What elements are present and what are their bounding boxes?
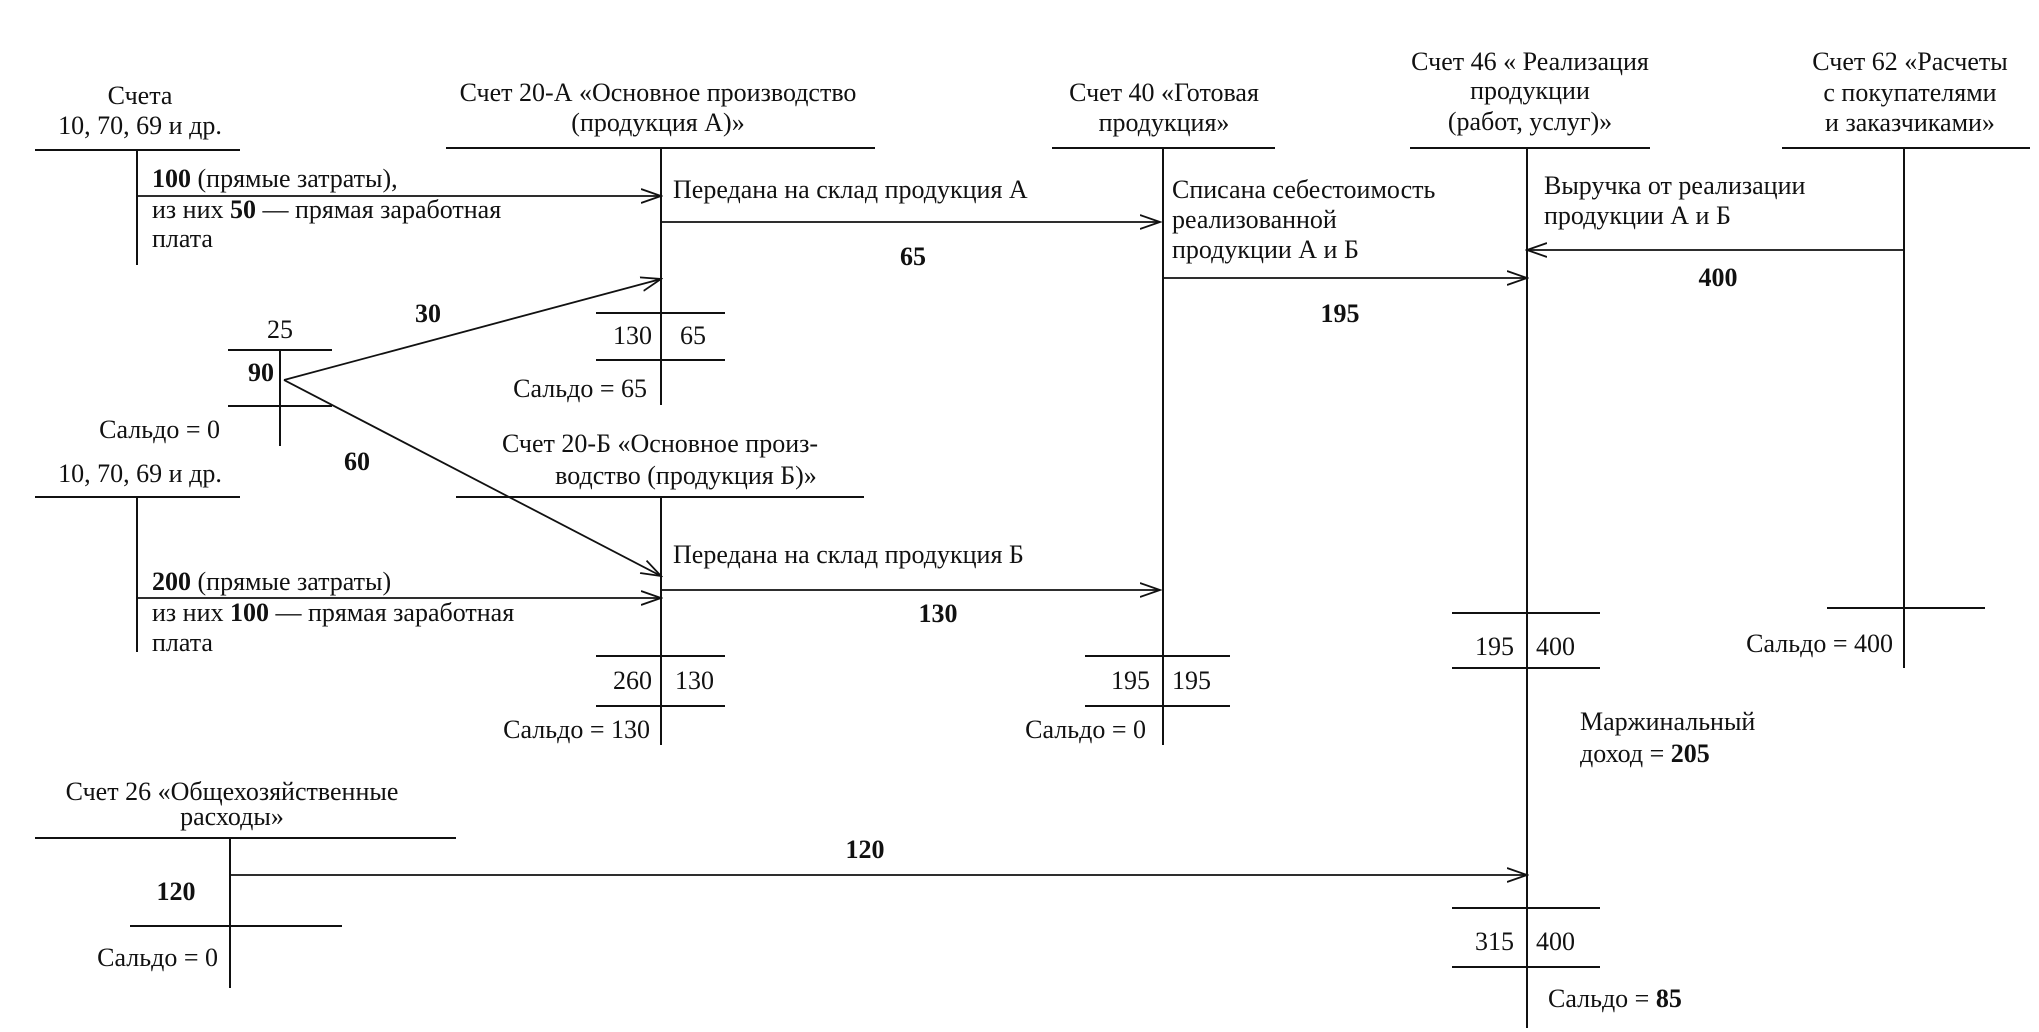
entry-130-label: Передана на склад продукция Б (673, 540, 1024, 569)
debit-amount: 120 (156, 877, 196, 906)
balance: Сальдо = 0 (99, 415, 220, 444)
account-title-line-1: Счет 40 «Готовая (1069, 78, 1259, 107)
credit-turnover: 65 (680, 321, 706, 350)
entry-100-line-3: плата (152, 224, 213, 253)
entry-120-amount: 120 (845, 835, 885, 864)
entry-400-line-1: Выручка от реализации (1544, 171, 1806, 200)
account-20b (456, 429, 864, 745)
account-title-line-1: Счет 20-А «Основное производство (459, 78, 857, 107)
entry-100-line-1: 100 (прямые затраты), (152, 164, 398, 193)
account-26 (35, 777, 456, 988)
balance: Сальдо = 0 (97, 943, 218, 972)
entry-195-line-2: реализованной (1172, 205, 1337, 234)
account-title-line-1: Счет 26 «Общехозяйственные (65, 777, 399, 806)
account-title-line-2: (продукция А)» (571, 108, 745, 137)
account-title-line-1: Счет 20-Б «Основное произ- (501, 429, 819, 458)
credit-turnover: 195 (1172, 666, 1211, 695)
debit-turnover: 130 (613, 321, 652, 350)
entry-60-amount: 60 (344, 447, 370, 476)
account-title-line-2: расходы» (180, 802, 284, 831)
entry-400-line-2: продукции А и Б (1544, 201, 1731, 230)
credit-turnover: 130 (675, 666, 714, 695)
debit-turnover: 195 (1111, 666, 1150, 695)
account-title: 25 (267, 315, 293, 344)
debit-turnover-1: 195 (1475, 632, 1514, 661)
balance: Сальдо = 65 (513, 374, 647, 403)
entry-400-amount: 400 (1698, 263, 1738, 292)
entry-195-line-1: Списана себестоимость (1172, 175, 1436, 204)
debit-turnover-2: 315 (1475, 927, 1514, 956)
account-title-line-2: продукции (1470, 76, 1590, 105)
debit-amount: 90 (248, 358, 274, 387)
entry-195-amount: 195 (1320, 299, 1360, 328)
debit-turnover: 260 (613, 666, 652, 695)
entry-200-line-3: плата (152, 628, 213, 657)
entry-130-amount: 130 (918, 599, 958, 628)
entry-195-line-3: продукции А и Б (1172, 235, 1359, 264)
entry-100-line-2: из них 50 — прямая заработная (152, 195, 502, 224)
entry-400-label (1544, 171, 1805, 230)
credit-turnover-2: 400 (1536, 927, 1575, 956)
margin-label-line-2: доход = 205 (1580, 739, 1710, 768)
account-title-line-2: продукция» (1098, 108, 1230, 137)
account-title-line-3: и заказчиками» (1825, 108, 1995, 137)
account-25 (99, 315, 332, 446)
account-title-line-1: Счета (107, 81, 173, 110)
entry-200-line-1: 200 (прямые затраты) (152, 567, 392, 596)
entry-30-amount: 30 (415, 299, 441, 328)
entry-65-label: Передана на склад продукция А (673, 175, 1028, 204)
account-title: 10, 70, 69 и др. (58, 459, 222, 488)
account-title-line-2: водство (продукция Б)» (555, 461, 817, 490)
account-title-line-1: Счет 46 « Реализация (1411, 47, 1649, 76)
account-62 (1746, 47, 2030, 668)
balance: Сальдо = 400 (1746, 629, 1893, 658)
balance: Сальдо = 85 (1548, 984, 1682, 1013)
entry-65-amount: 65 (900, 242, 926, 271)
entry-200-line-2: из них 100 — прямая заработная (152, 598, 515, 627)
balance: Сальдо = 0 (1025, 715, 1146, 744)
credit-turnover-1: 400 (1536, 632, 1575, 661)
balance: Сальдо = 130 (503, 715, 650, 744)
entry-200-label (152, 567, 514, 657)
account-title-line-2: с покупателями (1823, 78, 1997, 107)
margin-label-line-1: Маржинальный (1580, 707, 1756, 736)
entry-100-label (152, 164, 501, 253)
account-title-line-3: (работ, услуг)» (1447, 107, 1613, 136)
account-title-line-2: 10, 70, 69 и др. (58, 111, 222, 140)
entry-195-label (1172, 175, 1435, 264)
account-20a (446, 78, 875, 405)
account-title-line-1: Счет 62 «Расчеты (1812, 47, 2008, 76)
arrow-entry-30 (284, 279, 661, 380)
